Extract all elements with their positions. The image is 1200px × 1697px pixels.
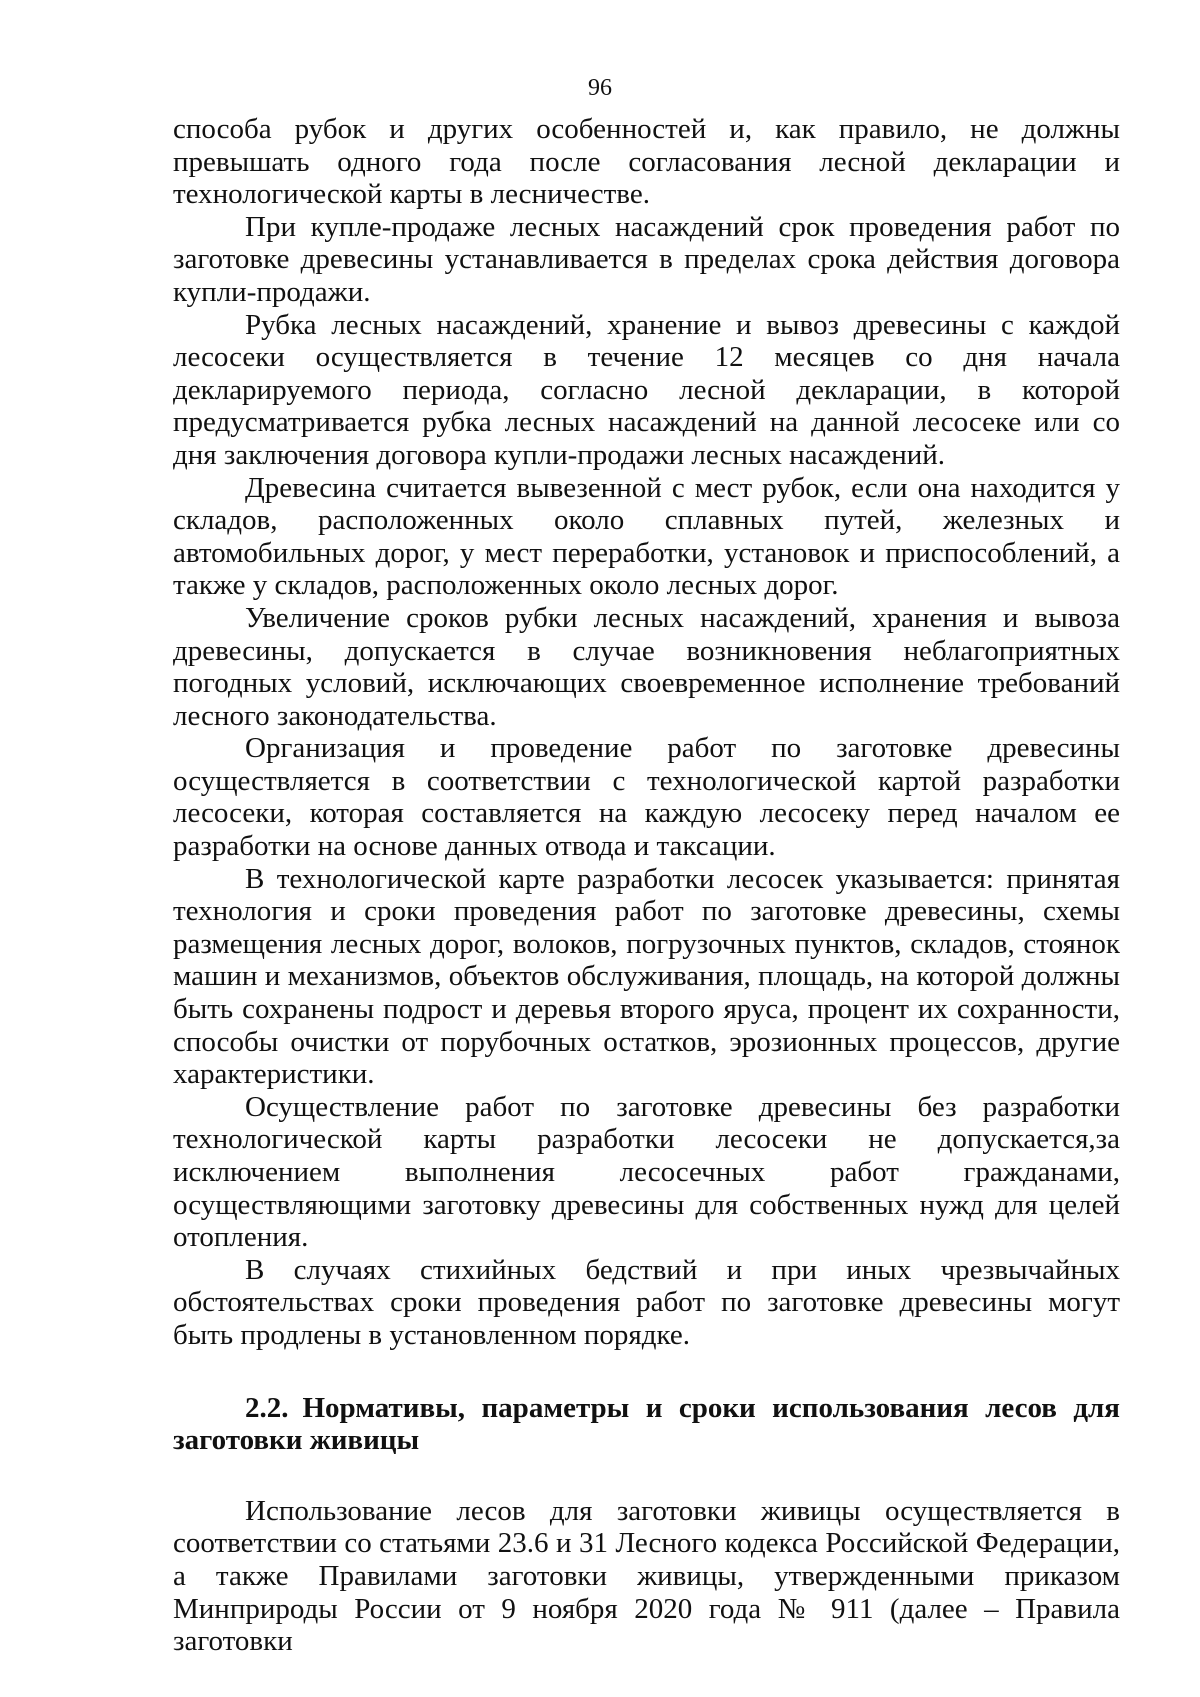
paragraph: Древесина считается вывезенной с мест рубок, если она находится у складов, расположенных около сплавных путей, железных и автомобильных дорог, у мест переработки, установок и приспособлений, а также у складов, расположенных около лесных дорог. [173,471,1120,602]
paragraph: В технологической карте разработки лесосек указывается: принятая технология и сроки проведения работ по заготовке древесины, схемы размещения лесных дорог, волоков, погрузочных пунктов, складов, стоянок машин и механизмов, объектов обслуживания, площадь, на которой должны быть сохранены подрост и деревья второго яруса, процент их сохранности, способы очистки от порубочных остатков, эрозионных процессов, другие характеристики. [173,862,1120,1091]
document-body [173,113,1120,1658]
section-heading [173,1392,1120,1457]
paragraph: При купле-продаже лесных насаждений срок проведения работ по заготовке древесины устанавливается в пределах срока действия договора купли-продажи. [173,210,1120,308]
paragraph: Рубка лесных насаждений, хранение и вывоз древесины с каждой лесосеки осуществляется в течение 12 месяцев со дня начала декларируемого периода, согласно лесной декларации, в которой предусматривается рубка лесных насаждений на данной лесосеке или со дня заключения договора купли-продажи лесных насаждений. [173,308,1120,471]
section-number: 2.2. [245,1391,289,1424]
paragraph: Использование лесов для заготовки живицы осуществляется в соответствии со статьями 23.6 и 31 Лесного кодекса Российской Федерации, а также Правилами заготовки живицы, утвержденными приказом Минприроды России от 9 ноября 2020 года № 911 (далее – Правила заготовки [173,1494,1120,1658]
paragraph: В случаях стихийных бедствий и при иных чрезвычайных обстоятельствах сроки проведения работ по заготовке древесины могут быть продлены в установленном порядке. [173,1253,1120,1351]
paragraph-continuation: способа рубок и других особенностей и, как правило, не должны превышать одного года после согласования лесной декларации и технологической карты в лесничестве. [173,113,1120,211]
page-number: 96 [588,75,612,101]
section-title: Нормативы, параметры и сроки использования лесов для заготовки живицы [173,1391,1120,1457]
paragraph: Организация и проведение работ по заготовке древесины осуществляется в соответствии с технологической картой разработки лесосеки, которая составляется на каждую лесосеку перед началом ее разработки на основе данных отвода и таксации. [173,732,1120,863]
paragraph: Увеличение сроков рубки лесных насаждений, хранения и вывоза древесины, допускается в случае возникновения неблагоприятных погодных условий, исключающих своевременное исполнение требований лесного законодательства. [173,601,1120,732]
paragraph: Осуществление работ по заготовке древесины без разработки технологической карты разработки лесосеки не допускается,за исключением выполнения лесосечных работ гражданами, осуществляющими заготовку древесины для собственных нужд для целей отопления. [173,1090,1120,1254]
